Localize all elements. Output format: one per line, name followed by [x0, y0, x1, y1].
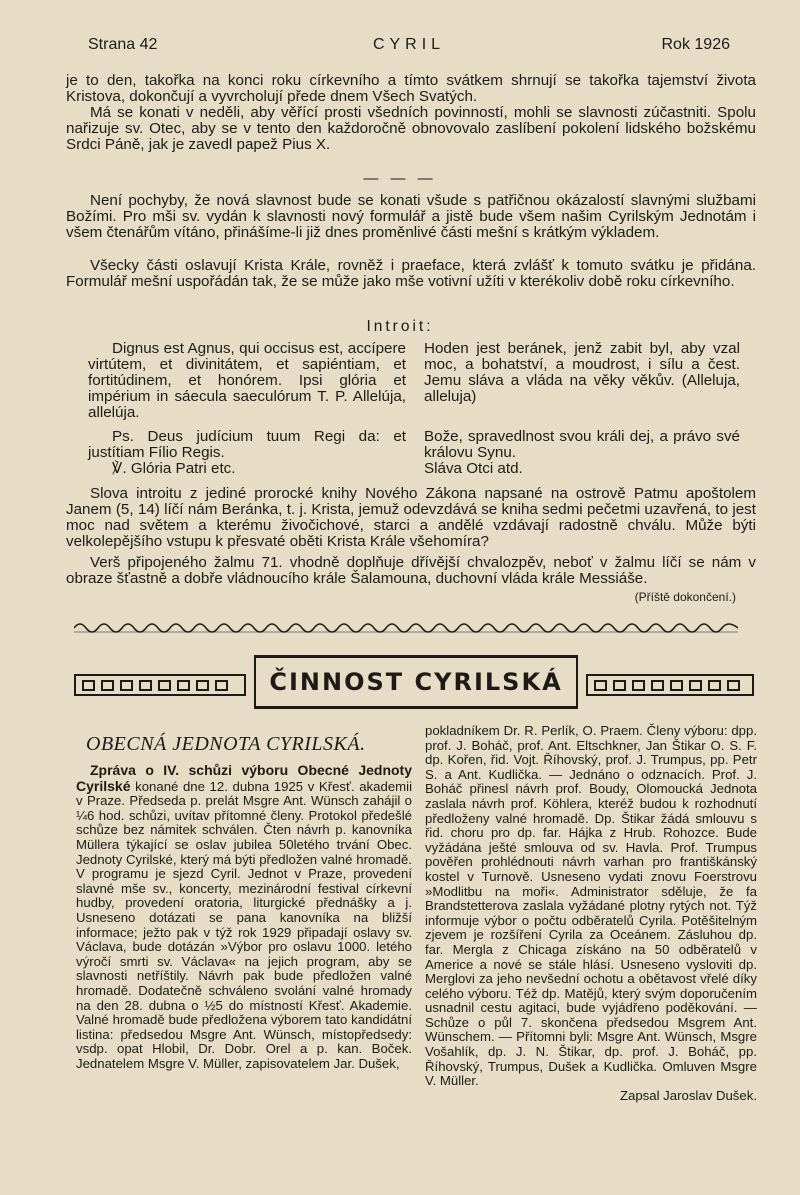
latin-introit: Dignus est Agnus, qui occisus est, accípere virtútem, et divinitátem, et sapiéntiam, et fortitúdinem, et honórem. Ipsi glória et impérium in sáecula saeculórum T. P. Allelúja, allelúja. [88, 340, 406, 421]
report-text: pokladníkem Dr. R. Perlík, O. Praem. Členy výboru: dpp. prof. J. Boháč, prof. Ant. Eltschkner, Jan Štikar O. S. F. dp. Kořen, řid. Vojt. Říhovský, prof. J. Trumpus, pp. Petr S. a Ant. Kudlička. — Jednáno o odznacích. Prof. J. Boháč přinesl návrh prof. Boudy, Olomoucká Jednota zaslala návrh prof. Köhlera, kteréž budou k rozhodnutí předloženy valné hromadě. Dp. Štikar žádá smlouvu s řid. choru pro dp. far. Hájka z Hrub. Rohozce. Bude vyžádána ješté smlouva od sv. Havla. Prof. Trumpus pověřen prohlédnouti návrh varhan pro františkánský kostel v Turnově. Usneseno vydati znovu Foerstrovu »Modlitbu na moři«. Administrator sděluje, že fa Brandstetterova zaslala vyžádané plotny rytých not. Týž informuje výbor o počtu odběratelů Cyrila. Potěšitelným zjevem je rozšíření Cyrila za Oceánem. Zásluhou dp. far. Mergla z Chicaga získáno na 50 odběratelů v Americe a nové se stále hlásí. Usneseno vysloviti dp. Merglovi za jeho nevšední ochotu a obětavost vřelé díky celého výboru. Též dp. Matějů, který svým doporučením usnadnil cestu agitaci, bude vyjádřeno poděkování. — Schůze o půl 7. skončena předsedou Msgrem Ant. Wünschem. — Přítomni byli: Msgre Ant. Wünsch, Msgre Vošahlík, dp. J. N. Štikar, dp. prof. J. Boháč, pp. Říhovský, Trumpus, Dušek a Kudlička. Omluven Msgre V. Müller. [425, 723, 757, 1089]
banner-title: ČINNOST CYRILSKÁ [269, 668, 563, 696]
paragraph-text: Všecky části oslavují Krista Krále, rovněž i praeface, která zvlášť k tomuto svátku je přidána. Formulář mešní uspořádán tak, že se může jako mše votivní užíti v kterékoliv době roku církevního. [66, 257, 756, 290]
paragraph-commentary [66, 486, 756, 550]
paragraph-psalm [66, 555, 756, 587]
report-signature: Zapsal Jaroslav Dušek. [619, 1087, 757, 1103]
banner-title-box [254, 655, 578, 709]
report-lead: Zpráva o IV. schůzi výboru Obecné Jednoty Cyrilské [76, 762, 412, 794]
report-left-column [76, 763, 412, 1071]
paragraph-intro [66, 73, 756, 153]
ornamental-divider [74, 614, 738, 640]
paragraph-text: Slova introitu z jediné prorocké knihy Nového Zákona napsané na ostrově Patmu apoštolem Janem (5, 14) líčí nám Beránka, t. j. Krista, jemuž odevzdává se kniha sedmi pečetmi uzavřená, to jest moc nad světem a kterému živočichové, starci a andělé vzdávají radostně chválu. Může býti velkolepějšího vstupu k přesvaté oběti Krista Krále všehomíra? [66, 485, 756, 550]
banner-ornament-left [74, 674, 246, 696]
latin-gloria-line: ℣. Glória Patri etc. [112, 460, 236, 477]
page-number: Strana 42 [88, 36, 158, 53]
czech-introit: Hoden jest beránek, jenž zabit byl, aby vzal moc, a bohatství, a moudrost, i sílu a čest. Jemu sláva a vláda na věky věkův. (Alleluja, alleluja) [424, 340, 740, 405]
section-title: OBECNÁ JEDNOTA CYRILSKÁ. [86, 733, 366, 755]
paragraph-text: Má se konati v neděli, aby věřící prosti všedních povinností, mohli se slavnosti zúčastniti. Spolu nařizuje sv. Otec, aby se v tento den každoročně obnovovalo zaslíbení pokolení lidského božskému Srdci Páně, jak je zavedl papež Pius X. [66, 104, 756, 153]
czech-gloria-line: Sláva Otci atd. [424, 460, 523, 477]
paragraph-text: Verš připojeného žalmu 71. vhodně doplňuje dřívější chvalozpěv, neboť v žalmu líčí se nám v obraze šťastně a dobře vládnoucího krále Šalamouna, duchovní vláda krále Messiáše. [66, 554, 756, 587]
czech-psalm-line: Bože, spravedlnost svou králi dej, a právo své královu Synu. [424, 428, 740, 461]
paragraph-parts [66, 258, 756, 290]
latin-psalm [88, 429, 406, 477]
paragraph-feast [66, 193, 756, 241]
report-text: konané dne 12. dubna 1925 v Křesť. akademii v Praze. Předseda p. prelát Msgre Ant. Wünsch zahájil o ¼6 hod. schůzi, uvítav přítomné členy. Protokol předešlé schůze bez námitek schválen. Čten návrh p. kanovníka Müllera týkající se oslav jubilea 50letého trvání Obec. Jednoty Cyrilské, který má býti předložen valné hromadě. V programu je sjezd Cyril. Jednot v Praze, provedení slavné mše sv., koncerty, mezinárodní festival církevní hudby, provedení oratoria, liturgické přednášky a j. Usneseno dotázati se pana kanovníka na bližší informace; ježto pak v týž rok 1929 připadají oslavy sv. Václava, bude dotázán »Výbor pro oslavu 1000. letého výročí smrti sv. Václava« na jejich program, aby se slavnosti netříštily. Návrh pak bude předložen valné hromadě. Dodatečně schváleno svolání valné hromady na den 28. dubna o ½5 do místností Křesť. Akademie. Valné hromadě bude předložena výborem tato kandidátní listina: předsedou Msgre Ant. Wünsch, místopředsedy: vsdp. opat Hlobil, Dr. Dobr. Orel a p. kan. Boček. Jednatelem Msgre V. Müller, zapisovatelem Jar. Dušek, [76, 778, 412, 1071]
section-banner [74, 655, 754, 709]
page-header [88, 36, 730, 58]
year-label: Rok 1926 [661, 36, 730, 53]
introit-heading: Introit: [366, 318, 434, 335]
latin-psalm-line: Ps. Deus judícium tuum Regi da: et justítiam Fílio Regis. [88, 428, 406, 461]
separator: — — — [363, 170, 437, 187]
paragraph-text: Není pochyby, že nová slavnost bude se konati všude s patřičnou okázalostí slavnými službami Božími. Pro mši sv. vydán k slavnosti nový formulář a jistě bude všem našim Cyrilským Jednotám i všem čtenářům vítáno, přinášíme-li již dnes proměnlivé části mešní s krátkým výkladem. [66, 192, 756, 241]
continued-note: (Příště dokončení.) [634, 590, 736, 604]
czech-psalm [424, 429, 740, 477]
report-right-column [425, 724, 757, 1103]
banner-ornament-right [586, 674, 754, 696]
paragraph-text: je to den, takořka na konci roku církevního a tímto svátkem shrnují se takořka tajemství života Kristova, dokončují a vyvrcholují přede dnem Všech Svatých. [66, 72, 756, 105]
journal-title: CYRIL [372, 36, 446, 53]
